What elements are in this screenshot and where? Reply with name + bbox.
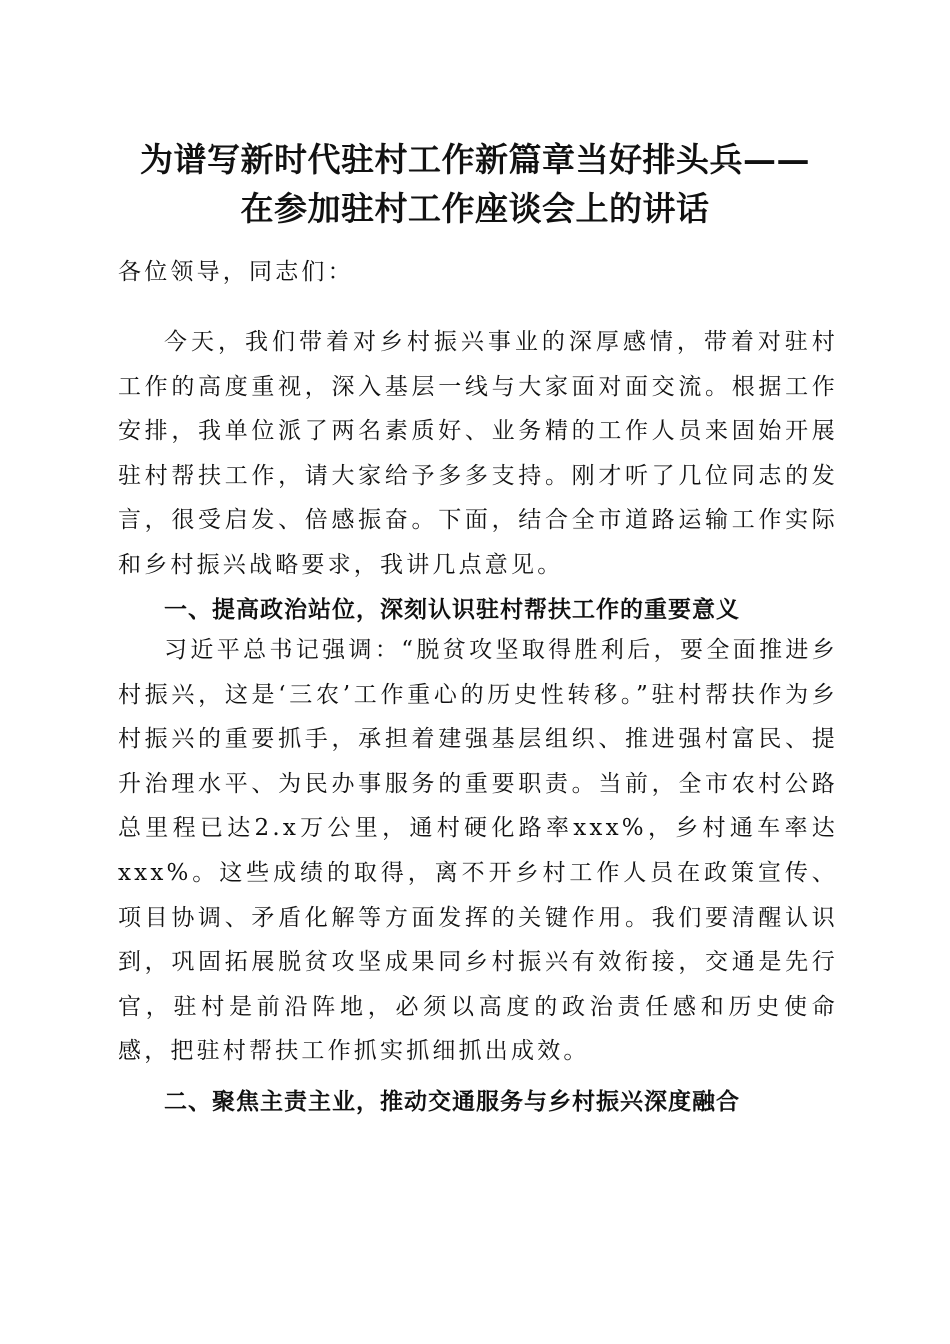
document-title-line-1: 为谱写新时代驻村工作新篇章当好排头兵—— (140, 140, 810, 179)
section-heading-2: 二、聚焦主责主业，推动交通服务与乡村振兴深度融合 (164, 1089, 740, 1115)
paragraph-intro: 今天，我们带着对乡村振兴事业的深厚感情，带着对驻村工作的高度重视，深入基层一线与大家面对面交流。根据工作安排，我单位派了两名素质好、业务精的工作人员来固始开展驻村帮扶工作，请大家给予多多支持。刚才听了几位同志的发言，很受启发、倍感振奋。下面，结合全市道路运输工作实际和乡村振兴战略要求，我讲几点意见。 (118, 329, 838, 578)
section-heading-1: 一、提高政治站位，深刻认识驻村帮扶工作的重要意义 (164, 597, 740, 623)
paragraph-section-1: 习近平总书记强调：“脱贫攻坚取得胜利后，要全面推进乡村振兴，这是‘三农’工作重心的历史性转移。”驻村帮扶作为乡村振兴的重要抓手，承担着建强基层组织、推进强村富民、提升治理水平、为民办事服务的重要职责。当前，全市农村公路总里程已达2.x万公里，通村硬化路率xxx%，乡村通车率达xxx%。这些成绩的取得，离不开乡村工作人员在政策宣传、项目协调、矛盾化解等方面发挥的关键作用。我们要清醒认识到，巩固拓展脱贫攻坚成果同乡村振兴有效衔接，交通是先行官，驻村是前沿阵地，必须以高度的政治责任感和历史使命感，把驻村帮扶工作抓实抓细抓出成效。 (118, 637, 838, 1065)
document-title-line-2: 在参加驻村工作座谈会上的讲话 (240, 189, 710, 228)
salutation: 各位领导，同志们： (118, 259, 354, 285)
